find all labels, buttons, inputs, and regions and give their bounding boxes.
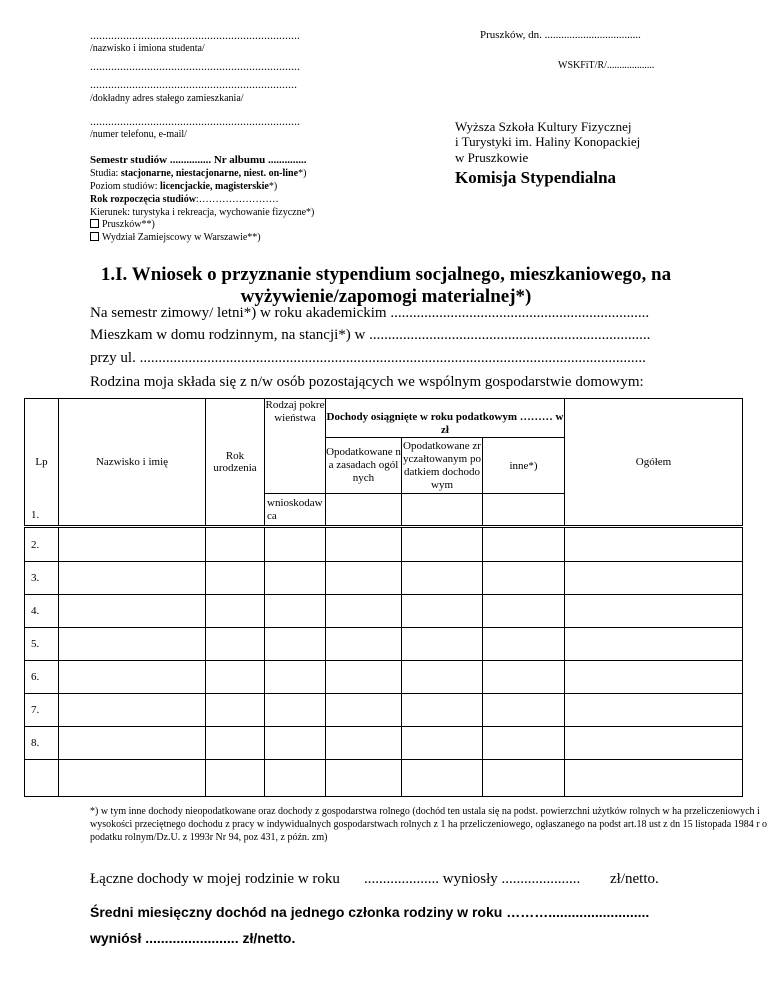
cell[interactable] <box>326 694 402 727</box>
student-name-field[interactable]: ...................................................................... <box>90 28 300 42</box>
total-income-unit: zł/netto. <box>610 871 659 887</box>
start-year-field[interactable]: :…………………… <box>195 194 279 205</box>
row-number: 1. <box>31 509 40 521</box>
studies-prefix: Studia: <box>90 168 121 179</box>
cell[interactable] <box>265 628 326 661</box>
row-number: 8. <box>25 727 59 760</box>
cell[interactable] <box>565 661 743 694</box>
cell[interactable] <box>483 528 565 562</box>
cell[interactable] <box>326 727 402 760</box>
cell[interactable] <box>206 727 265 760</box>
cell[interactable] <box>565 595 743 628</box>
cell[interactable] <box>565 760 743 797</box>
cell[interactable] <box>565 727 743 760</box>
cell[interactable] <box>326 628 402 661</box>
semester-album-line[interactable]: Semestr studiów ............... Nr albumu .............. <box>90 154 307 166</box>
cell[interactable] <box>402 528 483 562</box>
studies-mode-line <box>90 168 306 179</box>
cell[interactable] <box>59 528 206 562</box>
start-year-label: Rok rozpoczęcia studiów <box>90 194 196 205</box>
cell[interactable] <box>265 562 326 595</box>
header-birth-year: Rok urodzenia <box>206 399 265 526</box>
field-of-study-line: Kierunek: turystyka i rekreacja, wychowanie fizyczne*) <box>90 207 315 218</box>
committee-name: Komisja Stypendialna <box>455 168 617 187</box>
cell[interactable] <box>326 760 402 797</box>
cell[interactable] <box>206 694 265 727</box>
cell[interactable] <box>402 595 483 628</box>
total-income-label: Łączne dochody w mojej rodzinie w roku <box>90 871 340 887</box>
cell[interactable] <box>206 661 265 694</box>
table-row <box>25 562 743 595</box>
form-title: 1.I. Wniosek o przyznanie stypendium socjalnego, mieszkaniowego, na wyżywienie/zapomogi materialnej*) <box>100 264 672 307</box>
address-field-line2[interactable]: ..................................................................... <box>90 77 297 91</box>
header-relation: Rodzaj pokrewieństwa <box>265 399 326 494</box>
table-row <box>25 694 743 727</box>
applicant-label: wnioskodawca <box>265 494 326 526</box>
cell[interactable] <box>265 595 326 628</box>
cell[interactable] <box>483 694 565 727</box>
cell[interactable] <box>206 595 265 628</box>
table-row <box>25 528 743 562</box>
studies-options: stacjonarne, niestacjonarne, niest. on-line <box>120 168 299 179</box>
table-row <box>25 628 743 661</box>
level-options: licencjackie, magisterskie <box>160 181 269 192</box>
cell[interactable] <box>402 628 483 661</box>
cell[interactable] <box>402 494 483 526</box>
table-row <box>25 760 743 797</box>
header-other: inne*) <box>483 438 565 494</box>
cell[interactable] <box>565 562 743 595</box>
cell[interactable] <box>59 628 206 661</box>
cell[interactable] <box>402 727 483 760</box>
table-row <box>25 595 743 628</box>
row-number: 7. <box>25 694 59 727</box>
phone-email-field[interactable]: ...................................................................... <box>90 114 300 128</box>
header-income-group: Dochody osiągnięte w roku podatkowym ……… w zł <box>326 399 565 438</box>
header-flat-tax: Opodatkowane zryczałtowanym podatkiem dochodowym <box>402 438 483 494</box>
cell[interactable] <box>483 661 565 694</box>
row-number <box>25 760 59 797</box>
row-number: 2. <box>25 528 59 562</box>
cell[interactable] <box>483 628 565 661</box>
header-general-tax: Opodatkowane na zasadach ogólnych <box>326 438 402 494</box>
cell[interactable] <box>402 694 483 727</box>
cell[interactable] <box>402 562 483 595</box>
address-label: /dokładny adres stałego zamieszkania/ <box>90 93 244 104</box>
family-income-table <box>24 398 743 526</box>
cell[interactable] <box>59 595 206 628</box>
place-date-field[interactable]: Pruszków, dn. ................................... <box>480 29 641 41</box>
level-prefix: Poziom studiów: <box>90 181 161 192</box>
residence-field[interactable]: Mieszkam w domu rodzinnym, na stancji*) w ........................................................................... <box>90 327 651 343</box>
cell[interactable] <box>565 628 743 661</box>
cell[interactable] <box>483 562 565 595</box>
cell[interactable] <box>402 661 483 694</box>
cell[interactable] <box>565 694 743 727</box>
cell[interactable] <box>59 562 206 595</box>
average-income-result[interactable]: wyniósł ........................ zł/netto. <box>90 930 296 946</box>
average-income-field[interactable]: Średni miesięczny dochód na jednego członka rodziny w roku ……….......................... <box>90 904 650 920</box>
cell[interactable] <box>265 760 326 797</box>
family-intro: Rodzina moja składa się z n/w osób pozostających we wspólnym gospodarstwie domowym: <box>90 374 644 390</box>
table-row <box>25 661 743 694</box>
cell[interactable] <box>483 595 565 628</box>
option-warszawa-label: Wydział Zamiejscowy w Warszawie**) <box>102 232 261 243</box>
cell[interactable] <box>265 727 326 760</box>
level-suffix: *) <box>268 181 278 192</box>
row-number: 5. <box>25 628 59 661</box>
cell[interactable] <box>326 494 402 526</box>
cell[interactable] <box>206 562 265 595</box>
cell[interactable] <box>483 760 565 797</box>
street-field[interactable]: przy ul. ....................................................................................................................................... <box>90 350 646 366</box>
checkbox-icon[interactable] <box>90 219 99 228</box>
cell[interactable] <box>265 528 326 562</box>
cell[interactable] <box>326 595 402 628</box>
cell[interactable] <box>326 661 402 694</box>
cell[interactable] <box>206 628 265 661</box>
header-total: Ogółem <box>565 399 743 526</box>
income-footnote: *) w tym inne dochody nieopodatkowane oraz dochody z gospodarstwa rolnego (dochód ten ustala się na podst. powierzchni użytków rolnych w ha przeliczeniowych i wysokości przeciętnego dochodu z pracy w indywidualnych gospodarstwach rolnych z 1 ha przeliczeniowego, ogłaszanego na podst art.18 ust z dn 15 listopada 1984 r o podatku rolnym/Dz.U. z 1993r Nr 94, poz 431, z późn. zm) <box>90 806 768 843</box>
reference-number-field[interactable]: WSKFiT/R/................... <box>558 60 655 71</box>
cell[interactable] <box>265 661 326 694</box>
cell[interactable] <box>59 727 206 760</box>
row-number: 6. <box>25 661 59 694</box>
cell[interactable] <box>59 661 206 694</box>
cell[interactable] <box>483 727 565 760</box>
cell[interactable] <box>565 528 743 562</box>
start-year-line[interactable] <box>90 194 279 205</box>
cell[interactable] <box>402 760 483 797</box>
cell[interactable] <box>206 760 265 797</box>
institution-line1: Wyższa Szkoła Kultury Fizycznej <box>455 119 632 134</box>
studies-suffix: *) <box>298 168 307 179</box>
institution-line2: i Turystyki im. Haliny Konopackiej <box>455 134 641 149</box>
row-number: 3. <box>25 562 59 595</box>
institution-line3: w Pruszkowie <box>455 150 529 165</box>
cell[interactable] <box>206 528 265 562</box>
row-number: 4. <box>25 595 59 628</box>
cell[interactable] <box>326 528 402 562</box>
address-field-line1[interactable]: ...................................................................... <box>90 59 300 73</box>
checkbox-icon[interactable] <box>90 232 99 241</box>
total-income-field[interactable]: .................... wyniosły ..................... <box>364 871 581 887</box>
header-name: Nazwisko i imię <box>59 399 206 526</box>
semester-academic-year-field[interactable]: Na semestr zimowy/ letni*) w roku akademickim ..................................................................... <box>90 305 650 321</box>
study-level-line <box>90 181 277 192</box>
student-name-label: /nazwisko i imiona studenta/ <box>90 43 205 54</box>
cell[interactable] <box>326 562 402 595</box>
header-lp: Lp <box>25 399 59 526</box>
family-income-rows <box>24 527 743 797</box>
table-row <box>25 727 743 760</box>
option-pruszkow-label: Pruszków**) <box>102 219 155 230</box>
cell[interactable] <box>265 694 326 727</box>
phone-email-label: /numer telefonu, e-mail/ <box>90 129 187 140</box>
cell[interactable] <box>59 760 206 797</box>
option-warszawa[interactable] <box>90 232 261 243</box>
cell[interactable] <box>59 694 206 727</box>
cell[interactable] <box>483 494 565 526</box>
option-pruszkow[interactable] <box>90 219 155 230</box>
